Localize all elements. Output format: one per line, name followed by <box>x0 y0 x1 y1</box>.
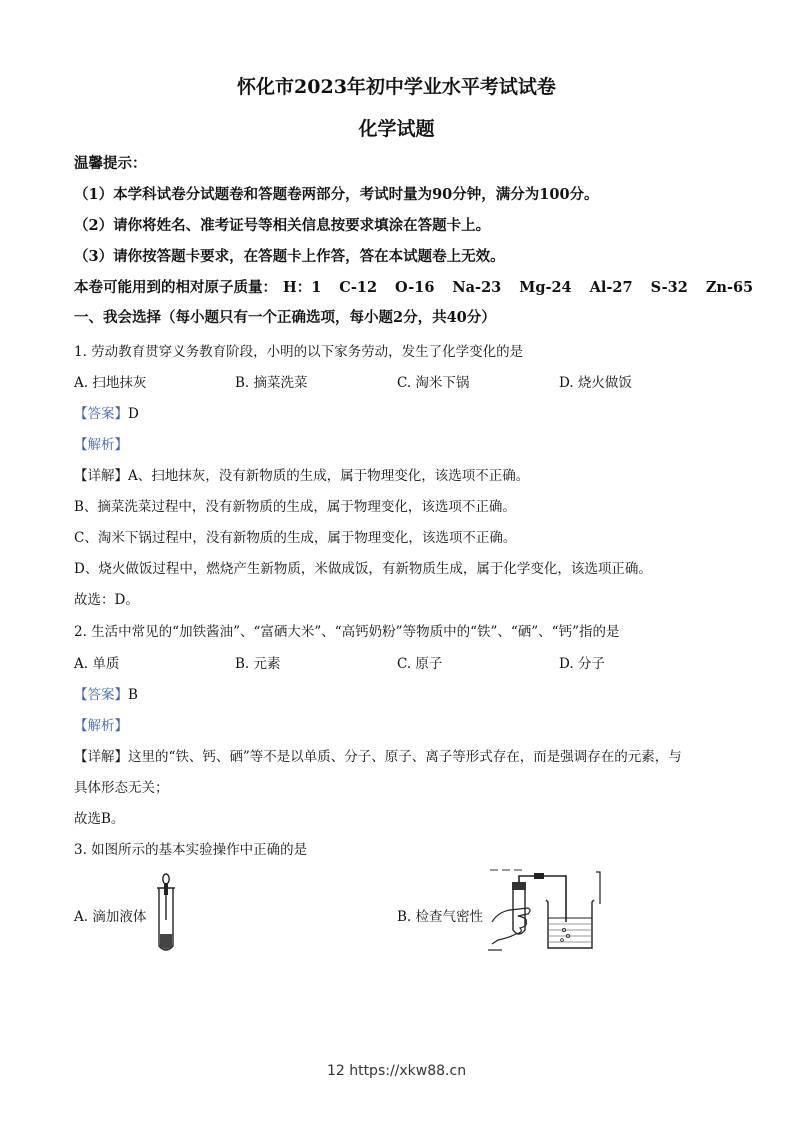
q1-detail-1: 【详解】A、扫地抹灰，没有新物质的生成，属于物理变化，该选项不正确。 <box>74 468 530 484</box>
q2-option-c: C. 原子 <box>397 656 443 672</box>
atomic-mass-line <box>74 276 771 297</box>
q2-answer <box>74 683 138 703</box>
atomic-mass-item: Zn-65 <box>705 279 754 296</box>
q1-detail-3: C、淘米下锅过程中，没有新物质的生成，属于物理变化，该选项不正确。 <box>74 530 517 546</box>
q1-detail-2: B、摘菜洗菜过程中，没有新物质的生成，属于物理变化，该选项不正确。 <box>74 499 516 515</box>
q2-detail-2: 具体形态无关； <box>74 780 169 796</box>
q1-option-d: D. 烧火做饭 <box>559 375 632 391</box>
q1-stem: 1. 劳动教育贯穿义务教育阶段，小明的以下家务劳动，发生了化学变化的是 <box>74 344 524 360</box>
tip-1: （1）本学科试卷分试题卷和答题卷两部分，考试时量为90分钟，满分为100分。 <box>74 186 599 203</box>
page-title: 怀化市2023年初中学业水平考试试卷 <box>237 76 556 98</box>
q1-answer <box>74 402 139 422</box>
q1-option-b: B. 摘菜洗菜 <box>235 375 308 391</box>
section-heading: 一、我会选择（每小题只有一个正确选项，每小题2分，共40分） <box>74 309 496 326</box>
answer-label: 【答案】 <box>74 687 128 703</box>
airtightness-apparatus-figure <box>488 864 606 954</box>
dropper-test-tube-figure <box>148 870 184 954</box>
atomic-mass-item: Al-27 <box>589 279 633 296</box>
q2-stem: 2. 生活中常见的“加铁酱油”、“富硒大米”、“高钙奶粉”等物质中的“铁”、“硒”、“钙”指的是 <box>74 624 620 640</box>
answer-label: 【答案】 <box>74 406 128 422</box>
tip-2: （2）请你将姓名、准考证号等相关信息按要求填涂在答题卡上。 <box>74 217 491 234</box>
atomic-mass-label: 本卷可能用到的相对原子质量： <box>74 279 277 296</box>
atomic-mass-item: O-16 <box>395 279 435 296</box>
atomic-mass-item: Na-23 <box>452 279 502 296</box>
atomic-mass-item: H：1 <box>283 279 322 296</box>
page-footer: 12 https://xkw88.cn <box>326 1063 467 1079</box>
q1-detail-5: 故选：D。 <box>74 592 139 608</box>
q2-option-b: B. 元素 <box>235 656 281 672</box>
q1-option-c: C. 淘米下锅 <box>397 375 470 391</box>
answer-value: D <box>128 406 139 422</box>
q2-option-d: D. 分子 <box>559 656 605 672</box>
answer-value: B <box>128 687 138 703</box>
q2-detail-1: 【详解】这里的“铁、钙、硒”等不是以单质、分子、原子、离子等形式存在，而是强调存在的元素，与 <box>74 749 682 765</box>
q3-stem: 3. 如图所示的基本实验操作中正确的是 <box>74 842 308 858</box>
q1-detail-4: D、烧火做饭过程中，燃烧产生新物质，米做成饭，有新物质生成，属于化学变化，该选项正确。 <box>74 561 652 577</box>
atomic-mass-item: C-12 <box>339 279 378 296</box>
atomic-mass-item: Mg-24 <box>519 279 572 296</box>
q3-option-b: B. 检查气密性 <box>397 909 484 925</box>
page-subtitle: 化学试题 <box>358 118 435 140</box>
atomic-mass-item: S-32 <box>650 279 688 296</box>
q2-option-a: A. 单质 <box>74 656 120 672</box>
q1-analysis-label: 【解析】 <box>74 437 128 453</box>
tip-3: （3）请你按答题卡要求，在答题卡上作答，答在本试题卷上无效。 <box>74 248 505 265</box>
q2-analysis-label: 【解析】 <box>74 718 128 734</box>
q1-option-a: A. 扫地抹灰 <box>74 375 147 391</box>
q2-detail-3: 故选B。 <box>74 811 125 827</box>
tips-heading: 温馨提示： <box>74 155 147 172</box>
q3-option-a: A. 滴加液体 <box>74 909 147 925</box>
